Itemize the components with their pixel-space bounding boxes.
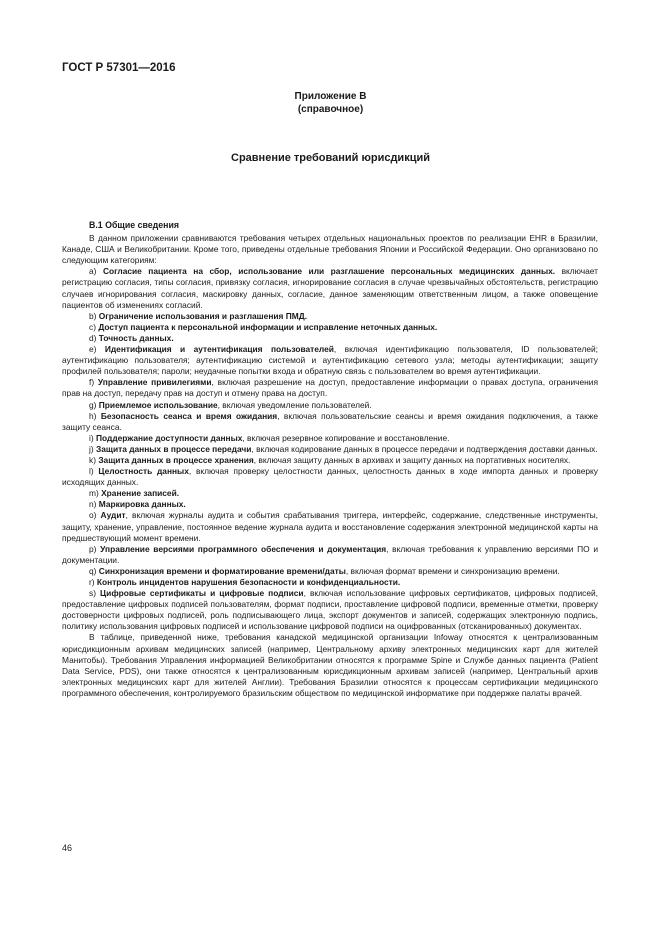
- list-item-title: Управление привилегиями: [97, 377, 212, 388]
- list-item-marker: n): [89, 499, 97, 510]
- list-item-text: , включая журналы аудита и события срабатывания триггера, интерфейс, содержание, следственные инструменты, защиту, хранение, управление, постоянное ведение журнала аудита и восстановление содержания электронной медицинской карты на предшествующий момент времени.: [62, 510, 599, 543]
- list-item-text: , включая пользовательские сеансы и время ожидания подключения, а также защиту сеанса.: [62, 410, 599, 432]
- list-item-title: Идентификация и аутентификация пользователей: [104, 344, 334, 355]
- list-item-title: Защита данных в процессе хранения: [98, 454, 254, 465]
- list-item-title: Приемлемое использование: [98, 399, 218, 410]
- subsection-title: В.1 Общие сведения: [89, 220, 179, 230]
- intro-paragraph: В данном приложении сравниваются требования четырех отдельных национальных проектов по реализации EHR в Бразилии, Канаде, США и Великобритании. Кроме того, приведены отдельные требования Японии и Российской Федерации. Оно организовано по следующим категориям:: [62, 233, 598, 266]
- list-item-text: , включая кодирование данных в процессе передачи и подтверждения доставки данных.: [251, 443, 598, 454]
- list-item: [62, 455, 598, 466]
- list-item-marker: k): [89, 454, 96, 465]
- list-item-title: Контроль инцидентов нарушения безопасности и конфиденциальности.: [96, 577, 401, 587]
- list-item-text: включает регистрацию согласия, типы согласия, привязку согласия, игнорирование согласия в случае чрезвычайных обстоятельств, регистрацию случаев игнорирования согласия, маскировку данных, согласие, данное заменяющим ответственным лицом, а также оповещение пациентов об изменениях согласий.: [62, 266, 598, 310]
- list-item-text: , включая уведомление пользователей.: [217, 399, 372, 410]
- list-item-text: , включая требования к управлению версиями ПО и документации.: [62, 543, 599, 565]
- list-item-title: Синхронизация времени и форматирование времени/даты: [98, 565, 346, 576]
- list-item-text: , включая разрешение на доступ, предоставление информации о правах доступа, ограничения прав на доступ, передачу прав на доступ и отмену права на доступ.: [62, 377, 598, 399]
- closing-paragraph: В таблице, приведенной ниже, требования канадской медицинской организации Infoway относятся к централизованным юрисдикционным архивам медицинских записей (например, Центральному архиву электронных медицинских карт для жителей Манитобы). Требования Управления информацией Великобритании относятся к программе Spine и Службе данных пациента (Patient Data Service, PDS), они также относятся к централизованным юрисдикционным архивам записей (например, Центральный архив электронных медицинских карт для жителей Англии). Требования Бразилии относятся к процессам сертификации медицинского программного обеспечения, контролируемого бразильским обществом по медицинской информатике при поддержке палаты врачей.: [62, 632, 598, 698]
- list-item-marker: i): [89, 432, 94, 443]
- list-item-marker: c): [89, 321, 96, 332]
- list-item-text: , включая использование цифровых сертификатов, цифровых подписей, предоставление цифровых подписей пользователям, формат подписи, проставление цифровой подписи, временные отметки, проверку достоверности цифровых подписей, роль подписывающего лица, экспорт документов и записей, содержащих электронную подпись, политику использования цифровых подписей и использование цифровой подписи на оцифрованных (отсканированных) документах.: [62, 588, 598, 632]
- list-item-title: Доступ пациента к персональной информации и исправление неточных данных.: [98, 321, 438, 332]
- list-item: [62, 499, 598, 510]
- list-item: [62, 577, 598, 588]
- list-item-title: Безопасность сеанса и время ожидания: [100, 410, 278, 421]
- list-item-marker: h): [89, 410, 97, 421]
- list-item: [62, 433, 598, 444]
- list-item-title: Управление версиями программного обеспечения и документация: [100, 543, 387, 554]
- list-item-title: Целостность данных: [98, 466, 189, 477]
- list-item-title: Аудит: [100, 510, 126, 521]
- list-item: [62, 488, 598, 499]
- category-list: [62, 266, 598, 632]
- list-item-title: Защита данных в процессе передачи: [95, 443, 252, 454]
- list-item-title: Точность данных.: [98, 332, 174, 343]
- list-item: [62, 544, 598, 566]
- list-item: [62, 377, 598, 399]
- list-item-marker: m): [89, 488, 99, 499]
- list-item: [62, 566, 598, 577]
- list-item-marker: s): [89, 588, 96, 599]
- list-item-title: Согласие пациента на сбор, использование или разглашение персональных медицинских данных.: [102, 266, 556, 277]
- list-item: [62, 466, 598, 488]
- list-item: [62, 333, 598, 344]
- document-body: [62, 220, 598, 699]
- list-item-marker: f): [89, 377, 95, 388]
- list-item-marker: b): [89, 310, 97, 321]
- annex-title: Приложение В: [294, 91, 367, 102]
- annex-note: (справочное): [297, 104, 364, 115]
- list-item: [62, 510, 598, 543]
- annex-heading: [0, 90, 661, 116]
- list-item-marker: r): [89, 577, 95, 587]
- list-item-title: Цифровые сертификаты и цифровые подписи: [100, 588, 304, 599]
- document-code: ГОСТ Р 57301—2016: [62, 62, 176, 74]
- list-item: [62, 266, 598, 310]
- list-item: [62, 311, 598, 322]
- list-item-marker: d): [89, 332, 97, 343]
- list-item-marker: g): [89, 399, 97, 410]
- list-item-marker: q): [89, 565, 97, 576]
- list-item-marker: p): [89, 543, 97, 554]
- list-item-text: , включая проверку целостности данных, целостность данных в ходе импорта данных и проверку исходящих данных.: [62, 466, 598, 488]
- list-item-marker: e): [89, 344, 97, 355]
- list-item-marker: j): [89, 443, 94, 454]
- list-item-marker: o): [89, 510, 97, 521]
- list-item-text: , включая защиту данных в архивах и защиту данных на портативных носителях.: [253, 454, 571, 465]
- list-item-marker: l): [89, 466, 94, 477]
- list-item: [62, 400, 598, 411]
- list-item-title: Ограничение использования и разглашения ПМД.: [98, 310, 308, 321]
- list-item: [62, 322, 598, 333]
- list-item: [62, 588, 598, 632]
- list-item-title: Маркировка данных.: [98, 499, 186, 510]
- list-item-title: Хранение записей.: [101, 488, 180, 499]
- list-item: [62, 411, 598, 433]
- page-number: 46: [62, 843, 73, 853]
- list-item-text: , включая идентификацию пользователя, ID пользователей; аутентификацию пользователя; аутентификацию системой и аутентификацию сетевого узла; методы аутентификации; защиту профилей пользователя; пароли; неудачные попытки входа и обратную связь с пользователем во время аутентификации.: [62, 344, 598, 377]
- list-item-title: Поддержание доступности данных: [95, 432, 243, 443]
- list-item-marker: а): [89, 266, 97, 277]
- list-item: [62, 444, 598, 455]
- list-item: [62, 344, 598, 377]
- list-item-text: , включая резервное копирование и восстановление.: [242, 432, 450, 443]
- section-title: Сравнение требований юрисдикций: [231, 152, 430, 164]
- list-item-text: , включая формат времени и синхронизацию времени.: [345, 565, 560, 576]
